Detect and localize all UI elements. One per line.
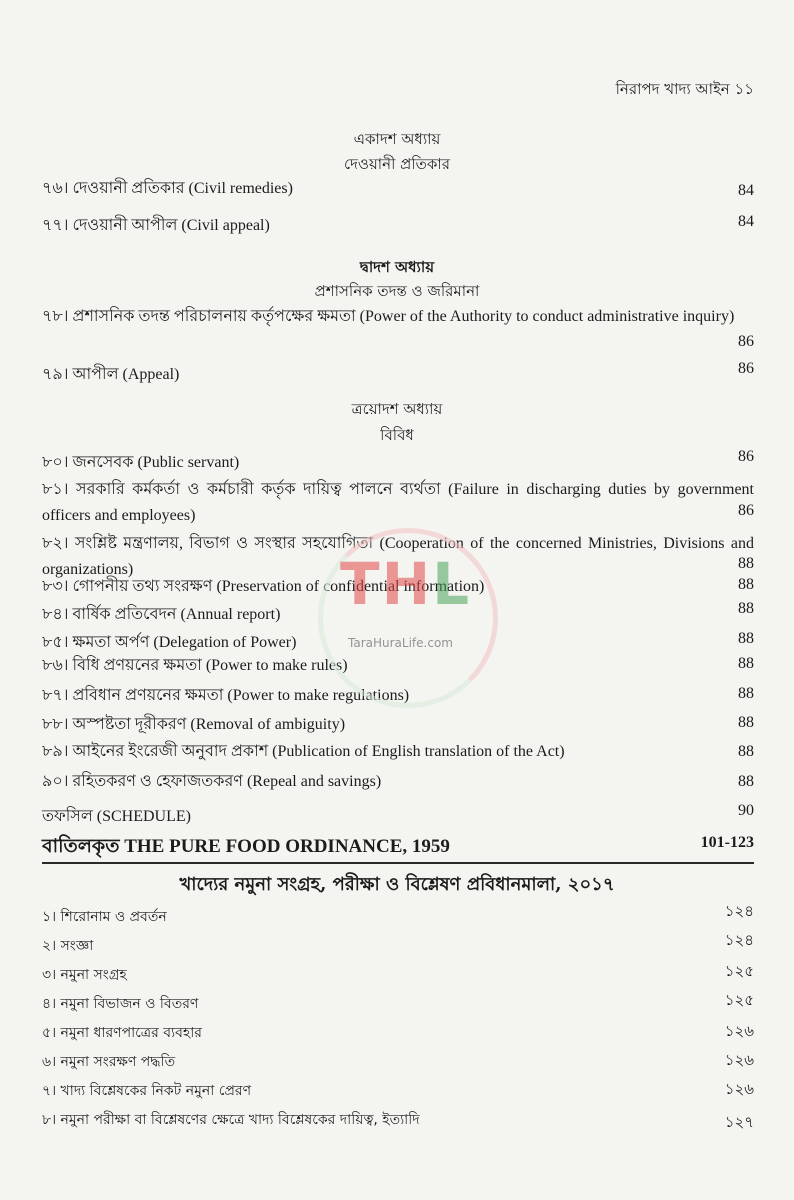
chapter-13-title: ত্রয়োদশ অধ্যায় [351,400,443,418]
divider-rule [42,862,754,864]
toc-entry-text: ৮০। জনসেবক (Public servant) [42,454,240,471]
toc-entry-88 [42,714,754,736]
toc-entry-text: ৮৮। অস্পষ্টতা দূরীকরণ (Removal of ambiguity) [42,716,346,733]
rule-entry-page: ১২৬ [724,1051,754,1069]
toc-entry-page: 86 [738,448,754,465]
rule-entry-text: ৪। নমুনা বিভাজন ও বিতরণ [42,996,199,1012]
toc-entry-text: ৮১। সরকারি কর্মকর্তা ও কর্মচারী কর্তৃক দায়িত্ব পালনে ব্যর্থতা (Failure in discharging duties by government officers and employees) [42,481,754,524]
toc-entry-text: ৯০। রহিতকরণ ও হেফাজতকরণ (Repeal and savings) [42,773,382,790]
toc-entry-text: ৭৭। দেওয়ানী আপীল (Civil appeal) [42,217,270,234]
chapter-12-subtitle: প্রশাসনিক তদন্ত ও জরিমানা [314,282,480,300]
toc-entry-page: 88 [738,685,754,702]
rule-entry-text: ৫। নমুনা ধারণপাত্রের ব্যবহার [42,1025,202,1041]
rule-entry-7 [42,1080,754,1102]
toc-entry-page: 88 [738,773,754,790]
rule-entry-text: ১। শিরোনাম ও প্রবর্তন [42,909,167,925]
toc-entry-page: 88 [738,600,754,617]
rule-entry-page: ১২৪ [724,931,754,949]
rule-entry-1 [42,902,754,928]
rule-entry-text: ৬। নমুনা সংরক্ষণ পদ্ধতি [42,1054,176,1070]
toc-entry-page: 88 [738,743,754,760]
rule-entry-text: ৭। খাদ্য বিশ্লেষকের নিকট নমুনা প্রেরণ [42,1083,252,1099]
toc-entry-page: 88 [738,630,754,647]
rule-entry-text: ২। সংজ্ঞা [42,938,94,954]
toc-entry-90 [42,771,754,793]
running-head: নিরাপদ খাদ্য আইন ১১ [615,80,754,98]
toc-entry-76 [42,178,754,200]
toc-entry-89 [42,741,754,763]
rule-entry-text: ৩। নমুনা সংগ্রহ [42,967,127,983]
rule-entry-6 [42,1051,754,1073]
toc-entry-79 [42,360,754,386]
toc-entry-page: 88 [738,555,754,572]
toc-entry-text: ৭৬। দেওয়ানী প্রতিকার (Civil remedies) [42,180,293,197]
toc-entry-text: ৮৫। ক্ষমতা অর্পণ (Delegation of Power) [42,634,297,651]
watermark-accent-letter: L [432,550,472,618]
chapter-13-subtitle: বিবিধ [380,426,414,444]
rule-entry-page: ১২৫ [724,962,754,980]
rule-entry-8 [42,1109,754,1131]
rule-entry-3 [42,964,754,986]
toc-entry-page: 88 [738,714,754,731]
watermark-text [340,550,471,618]
toc-entry-schedule [42,802,754,828]
toc-entry-text: তফসিল (SCHEDULE) [42,808,191,825]
watermark-logo [318,528,498,708]
watermark-site: TaraHuraLife.com [348,636,453,650]
toc-entry-text: ৮৬। বিধি প্রণয়নের ক্ষমতা (Power to make rules) [42,657,348,674]
chapter-11-subtitle: দেওয়ানী প্রতিকার [343,155,451,173]
rule-entry-page: ১২৫ [724,991,754,1009]
toc-entry-text: ৮২। সংশ্লিষ্ট মন্ত্রণালয়, বিভাগ ও সংস্থার সহযোগিতা (Cooperation of the concerned Ministries, Divisions and organizations) [42,535,754,578]
regulations-title: খাদ্যের নমুনা সংগ্রহ, পরীক্ষা ও বিশ্লেষণ প্রবিধানমালা, ২০১৭ [179,874,615,895]
rule-entry-4 [42,993,754,1015]
rule-entry-text: ৮। নমুনা পরীক্ষা বা বিশ্লেষণের ক্ষেত্রে খাদ্য বিশ্লেষকের দায়িত্ব, ইত্যাদি [42,1112,420,1128]
rule-entry-page: ১২৪ [724,902,754,920]
rule-entry-2 [42,931,754,957]
toc-entry-text: ৮৩। গোপনীয় তথ্য সংরক্ষণ (Preservation of confidential information) [42,578,485,595]
toc-entry-text: ৮৯। আইনের ইংরেজী অনুবাদ প্রকাশ (Publication of English translation of the Act) [42,743,565,760]
toc-entry-text: ৮৭। প্রবিধান প্রণয়নের ক্ষমতা (Power to make regulations) [42,687,410,704]
toc-entry-text: ৭৯। আপীল (Appeal) [42,366,180,383]
rule-entry-5 [42,1022,754,1044]
toc-entry-page: 88 [738,655,754,672]
watermark-letters: TH [340,550,433,618]
rule-entry-page: ১২৭ [724,1113,754,1131]
toc-entry-80 [42,448,754,474]
toc-entry-page: 86 [738,360,754,377]
toc-entry-text: ৮৪। বার্ষিক প্রতিবেদন (Annual report) [42,606,281,623]
ordinance-page: 101-123 [700,834,754,851]
ordinance-title: বাতিলকৃত THE PURE FOOD ORDINANCE, 1959 [42,836,450,857]
toc-entry-page: 86 [738,333,754,350]
toc-entry-text: ৭৮। প্রশাসনিক তদন্ত পরিচালনায় কর্তৃপক্ষের ক্ষমতা (Power of the Authority to conduct administrative inquiry) [42,308,735,325]
toc-entry-page: 86 [738,502,754,519]
toc-entry-page: 90 [738,802,754,819]
toc-entry-page: 88 [738,576,754,593]
toc-entry-77 [42,215,754,237]
toc-entry-page: 84 [738,213,754,230]
rule-entry-page: ১২৬ [724,1080,754,1098]
chapter-11-title: একাদশ অধ্যায় [353,130,441,148]
chapter-12-title: দ্বাদশ অধ্যায় [359,258,435,276]
rule-entry-page: ১২৬ [724,1022,754,1040]
toc-entry-page: 84 [738,182,754,199]
ordinance-entry [42,832,754,864]
toc-entry-81 [42,477,754,529]
toc-entry-78 [42,303,754,350]
